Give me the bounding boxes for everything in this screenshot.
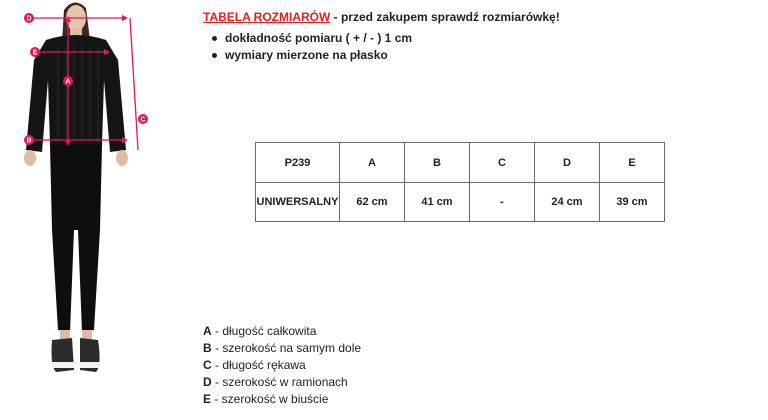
model-illustration — [0, 0, 170, 420]
column-header-d: D — [535, 143, 600, 183]
bullet-icon — [212, 36, 217, 41]
marker-e — [30, 47, 40, 57]
marker-e-label: E — [32, 49, 38, 57]
value-cell-d: 24 cm — [535, 183, 600, 222]
value-cell-a: 62 cm — [340, 183, 405, 222]
marker-c-label: C — [140, 116, 146, 124]
column-header-c: C — [470, 143, 535, 183]
size-chart-subtitle: - przed zakupem sprawdź rozmiarówkę! — [330, 10, 560, 24]
marker-d — [24, 13, 34, 23]
note-flat-measure: wymiary mierzone na płasko — [212, 47, 412, 64]
marker-d-label: D — [26, 15, 32, 23]
marker-c — [138, 114, 148, 124]
value-cell-e: 39 cm — [600, 183, 665, 222]
value-cell-c: - — [470, 183, 535, 222]
legend-item-a: A - długość całkowita — [203, 324, 317, 338]
size-table — [255, 142, 665, 222]
table-header-row — [256, 143, 665, 183]
legend-item-c: C - długość rękawa — [203, 358, 306, 372]
note-accuracy: dokładność pomiaru ( + / - ) 1 cm — [212, 30, 412, 47]
model-figure — [0, 0, 170, 420]
column-header-a: A — [340, 143, 405, 183]
marker-a-label: A — [65, 78, 71, 86]
bullet-icon — [212, 53, 217, 58]
model-code-cell: P239 — [256, 143, 340, 183]
value-cell-b: 41 cm — [405, 183, 470, 222]
column-header-b: B — [405, 143, 470, 183]
column-header-e: E — [600, 143, 665, 183]
marker-b — [24, 135, 34, 145]
marker-b-label: B — [26, 137, 32, 145]
size-chart-header — [203, 10, 560, 24]
size-chart-title: TABELA ROZMIARÓW — [203, 10, 331, 24]
legend-item-b: B - szerokość na samym dole — [203, 341, 362, 355]
legend-item-e: E - szerokość w biuście — [203, 392, 329, 406]
marker-a — [63, 76, 73, 86]
size-label-cell: UNIWERSALNY — [256, 183, 340, 222]
dimension-legend — [203, 323, 361, 408]
table-row — [256, 183, 665, 222]
legend-item-d: D - szerokość w ramionach — [203, 375, 348, 389]
measurement-notes — [212, 30, 412, 64]
